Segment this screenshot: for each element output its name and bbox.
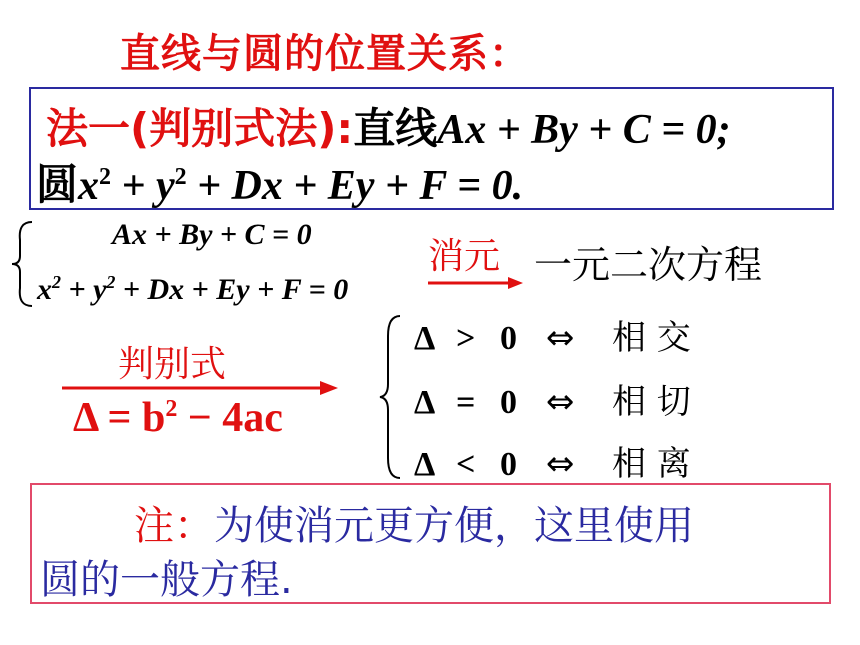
method-line-2 (36, 152, 523, 212)
eliminate-arrow-icon (428, 276, 523, 290)
note-label: 注： (134, 503, 214, 549)
system-eq2-x: x (37, 273, 52, 306)
slide-title: 直线与圆的位置关系： (120, 31, 530, 77)
case1-op: > (456, 320, 476, 357)
line-equation: Ax + By + C = 0; (437, 107, 731, 153)
case-intersect (414, 310, 691, 359)
system-eq2-rest: + Dx + Ey + F = 0 (115, 273, 349, 306)
circle-eq-rest: + Dx + Ey + F = 0. (186, 163, 524, 209)
case-separate (414, 436, 691, 485)
system-eq-2 (37, 272, 348, 307)
discriminant-formula (73, 394, 283, 442)
disc-formula-b: − 4ac (177, 395, 283, 441)
line-text: 直线 (353, 104, 438, 153)
case2-result: 相 切 (612, 382, 691, 422)
case1-delta: Δ (414, 320, 436, 357)
circle-eq-y: + y (111, 163, 175, 209)
case2-zero: 0 (500, 384, 517, 421)
discriminant-label: 判别式 (118, 344, 227, 385)
disc-formula-a: Δ = b (73, 395, 166, 441)
case2-iff-icon: ⇔ (546, 382, 575, 422)
case3-iff-icon: ⇔ (546, 444, 575, 484)
system-eq-1: Ax + By + C = 0 (112, 218, 312, 251)
system-eq2-y: + y (61, 273, 107, 306)
case2-op: = (456, 384, 476, 421)
quadratic-label: 一元二次方程 (534, 243, 763, 287)
circle-text: 圆 (36, 160, 79, 209)
note-text-1: 为使消元更方便，这里使用 (214, 503, 694, 549)
case-tangent (414, 374, 691, 423)
case1-iff-icon: ⇔ (546, 318, 575, 358)
case3-delta: Δ (414, 446, 436, 483)
note-line-1 (134, 494, 694, 551)
circle-eq-sup2: 2 (174, 164, 187, 190)
case3-zero: 0 (500, 446, 517, 483)
case1-result: 相 交 (612, 318, 691, 358)
note-text-2: 圆的一般方程. (40, 557, 293, 603)
system-eq2-sup2: 2 (106, 272, 116, 292)
system-eq2-sup1: 2 (52, 272, 61, 292)
cases-brace (378, 312, 402, 482)
method-line-1 (46, 96, 731, 156)
disc-formula-sup: 2 (165, 396, 178, 422)
circle-eq-sup1: 2 (99, 164, 112, 190)
system-brace (8, 218, 38, 310)
method-label: 法一(判别式法): (46, 104, 354, 153)
case3-op: < (456, 446, 476, 483)
circle-eq-x: x (78, 163, 100, 209)
case3-result: 相 离 (612, 444, 691, 484)
case1-zero: 0 (500, 320, 517, 357)
case2-delta: Δ (414, 384, 436, 421)
eliminate-label: 消元 (428, 236, 501, 277)
